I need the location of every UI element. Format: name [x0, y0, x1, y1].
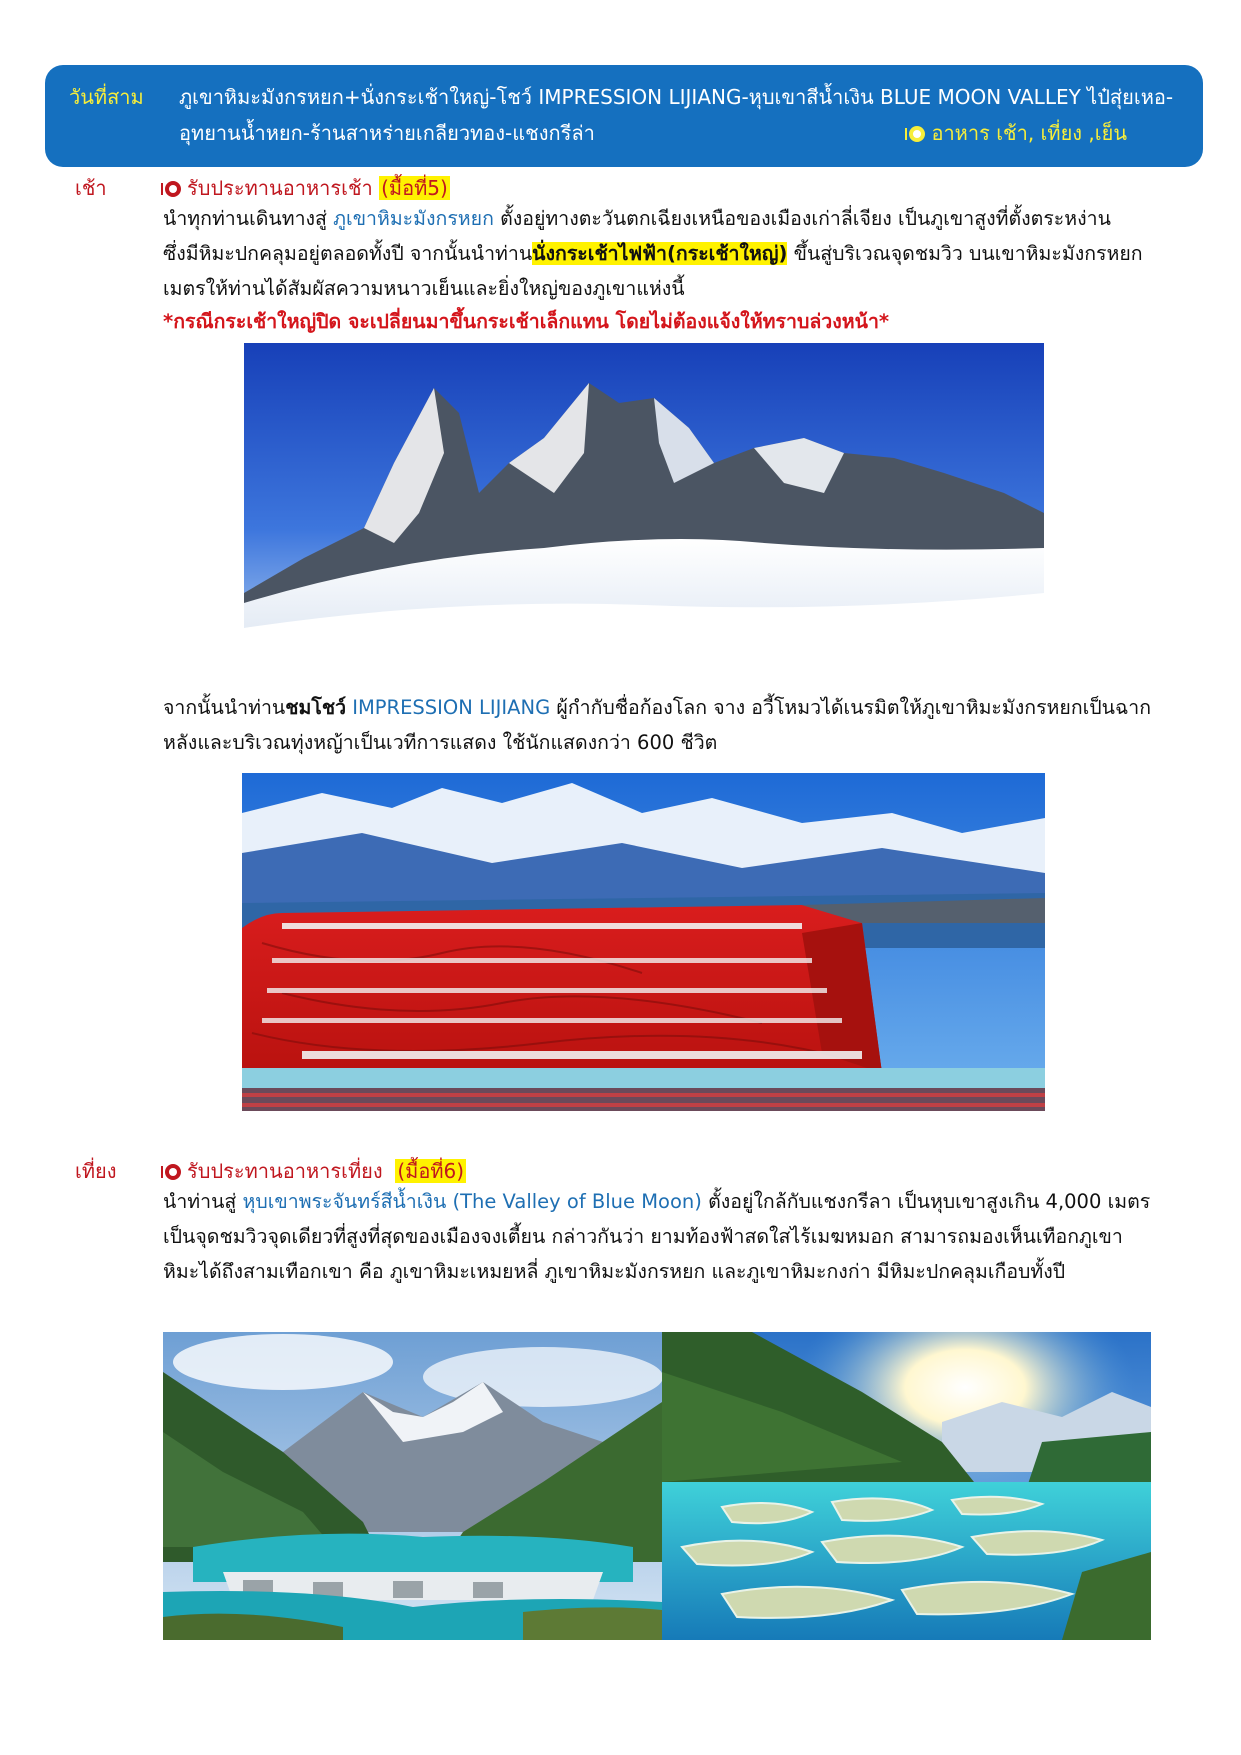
morning-label: เช้า	[75, 176, 107, 200]
text: นำท่านสู่	[163, 1190, 243, 1213]
day-banner	[45, 65, 1203, 167]
lunch-heading	[165, 1155, 466, 1187]
noon-paragraph	[163, 1184, 1150, 1289]
blue-moon-valley-photo	[163, 1332, 662, 1640]
breakfast-meal-number: (มื้อที่5)	[381, 176, 448, 200]
noon-line-1	[163, 1184, 1150, 1219]
impression-paragraph	[163, 690, 1151, 760]
cable-car-highlight: นั่งกระเช้าไฟฟ้า(กระเช้าใหญ่)	[532, 242, 788, 265]
meal-plate-icon	[165, 1164, 181, 1180]
morning-line-2	[163, 236, 1143, 271]
impression-lijiang-link: IMPRESSION LIJIANG	[346, 696, 551, 719]
morning-line-3: เมตรให้ท่านได้สัมผัสความหนาวเย็นและยิ่งใหญ่ของภูเขาแห่งนี้	[163, 277, 685, 300]
lunch-text: รับประทานอาหารเที่ยง	[187, 1159, 383, 1183]
day-title-line1: ภูเขาหิมะมังกรหยก+นั่งกระเช้าใหญ่-โชว์ IMPRESSION LIJIANG-หุบเขาสีน้ำเงิน BLUE MOON VALLEY ไป๋สุ่ยเหอ-	[179, 85, 1174, 109]
cable-car-warning: *กรณีกระเช้าใหญ่ปิด จะเปลี่ยนมาขึ้นกระเช้าเล็กแทน โดยไม่ต้องแจ้งให้ทราบล่วงหน้า*	[163, 310, 890, 333]
meals-included	[909, 117, 1127, 149]
morning-line-1	[163, 201, 1143, 236]
text: ขึ้นสู่บริเวณจุดชมวิว บนเขาหิมะมังกรหยก	[787, 242, 1143, 265]
impression-lijiang-photo	[242, 773, 1045, 1111]
morning-paragraph	[163, 201, 1143, 306]
lunch-meal-number: (มื้อที่6)	[397, 1159, 465, 1183]
text: นำทุกท่านเดินทางสู่	[163, 207, 334, 230]
noon-label: เที่ยง	[75, 1159, 117, 1183]
day-title-line2: อุทยานน้ำหยก-ร้านสาหร่ายเกลียวทอง-แชงกรีล่า	[179, 121, 595, 145]
jade-dragon-link: ภูเขาหิมะมังกรหยก	[333, 207, 494, 230]
meals-text: อาหาร เช้า, เที่ยง ,เย็น	[931, 121, 1127, 145]
blue-moon-valley-link: หุบเขาพระจันทร์สีน้ำเงิน (The Valley of Blue Moon)	[242, 1190, 702, 1213]
text: ตั้งอยู่ทางตะวันตกเฉียงเหนือของเมืองเก่าลี่เจียง เป็นภูเขาสูงที่ตั้งตระหง่าน	[493, 207, 1111, 230]
text: ผู้กำกับชื่อก้องโลก จาง อวี้โหมวได้เนรมิตให้ภูเขาหิมะมังกรหยกเป็นฉาก	[550, 696, 1152, 719]
impression-line-1	[163, 690, 1151, 725]
noon-line-2: เป็นจุดชมวิวจุดเดียวที่สูงที่สุดของเมืองจงเตี้ยน กล่าวกันว่า ยามท้องฟ้าสดใสไร้เมฆหมอก สามารถมองเห็นเทือกภูเขา	[163, 1225, 1123, 1248]
terraced-pools-photo	[662, 1332, 1151, 1640]
breakfast-heading	[165, 172, 450, 204]
meal-plate-icon	[909, 126, 925, 142]
jade-dragon-snow-mountain-photo	[244, 343, 1044, 653]
text: ตั้งอยู่ใกล้กับแชงกรีลา เป็นหุบเขาสูงเกิน 4,000 เมตร	[701, 1190, 1151, 1213]
breakfast-text: รับประทานอาหารเช้า	[187, 176, 373, 200]
text: ซึ่งมีหิมะปกคลุมอยู่ตลอดทั้งปี จากนั้นนำท่าน	[163, 242, 533, 265]
text: จากนั้นนำท่าน	[163, 696, 286, 719]
noon-line-3: หิมะได้ถึงสามเทือกเขา คือ ภูเขาหิมะเหมยหลี่ ภูเขาหิมะมังกรหยก และภูเขาหิมะกงก่า มีหิมะปกคลุมเกือบทั้งปี	[163, 1260, 1066, 1283]
meal-plate-icon	[165, 181, 181, 197]
day-label: วันที่สาม	[69, 85, 144, 109]
show-bold: ชมโชว์	[285, 696, 347, 719]
impression-line-2: หลังและบริเวณทุ่งหญ้าเป็นเวทีการแสดง ใช้นักแสดงกว่า 600 ชีวิต	[163, 731, 718, 754]
